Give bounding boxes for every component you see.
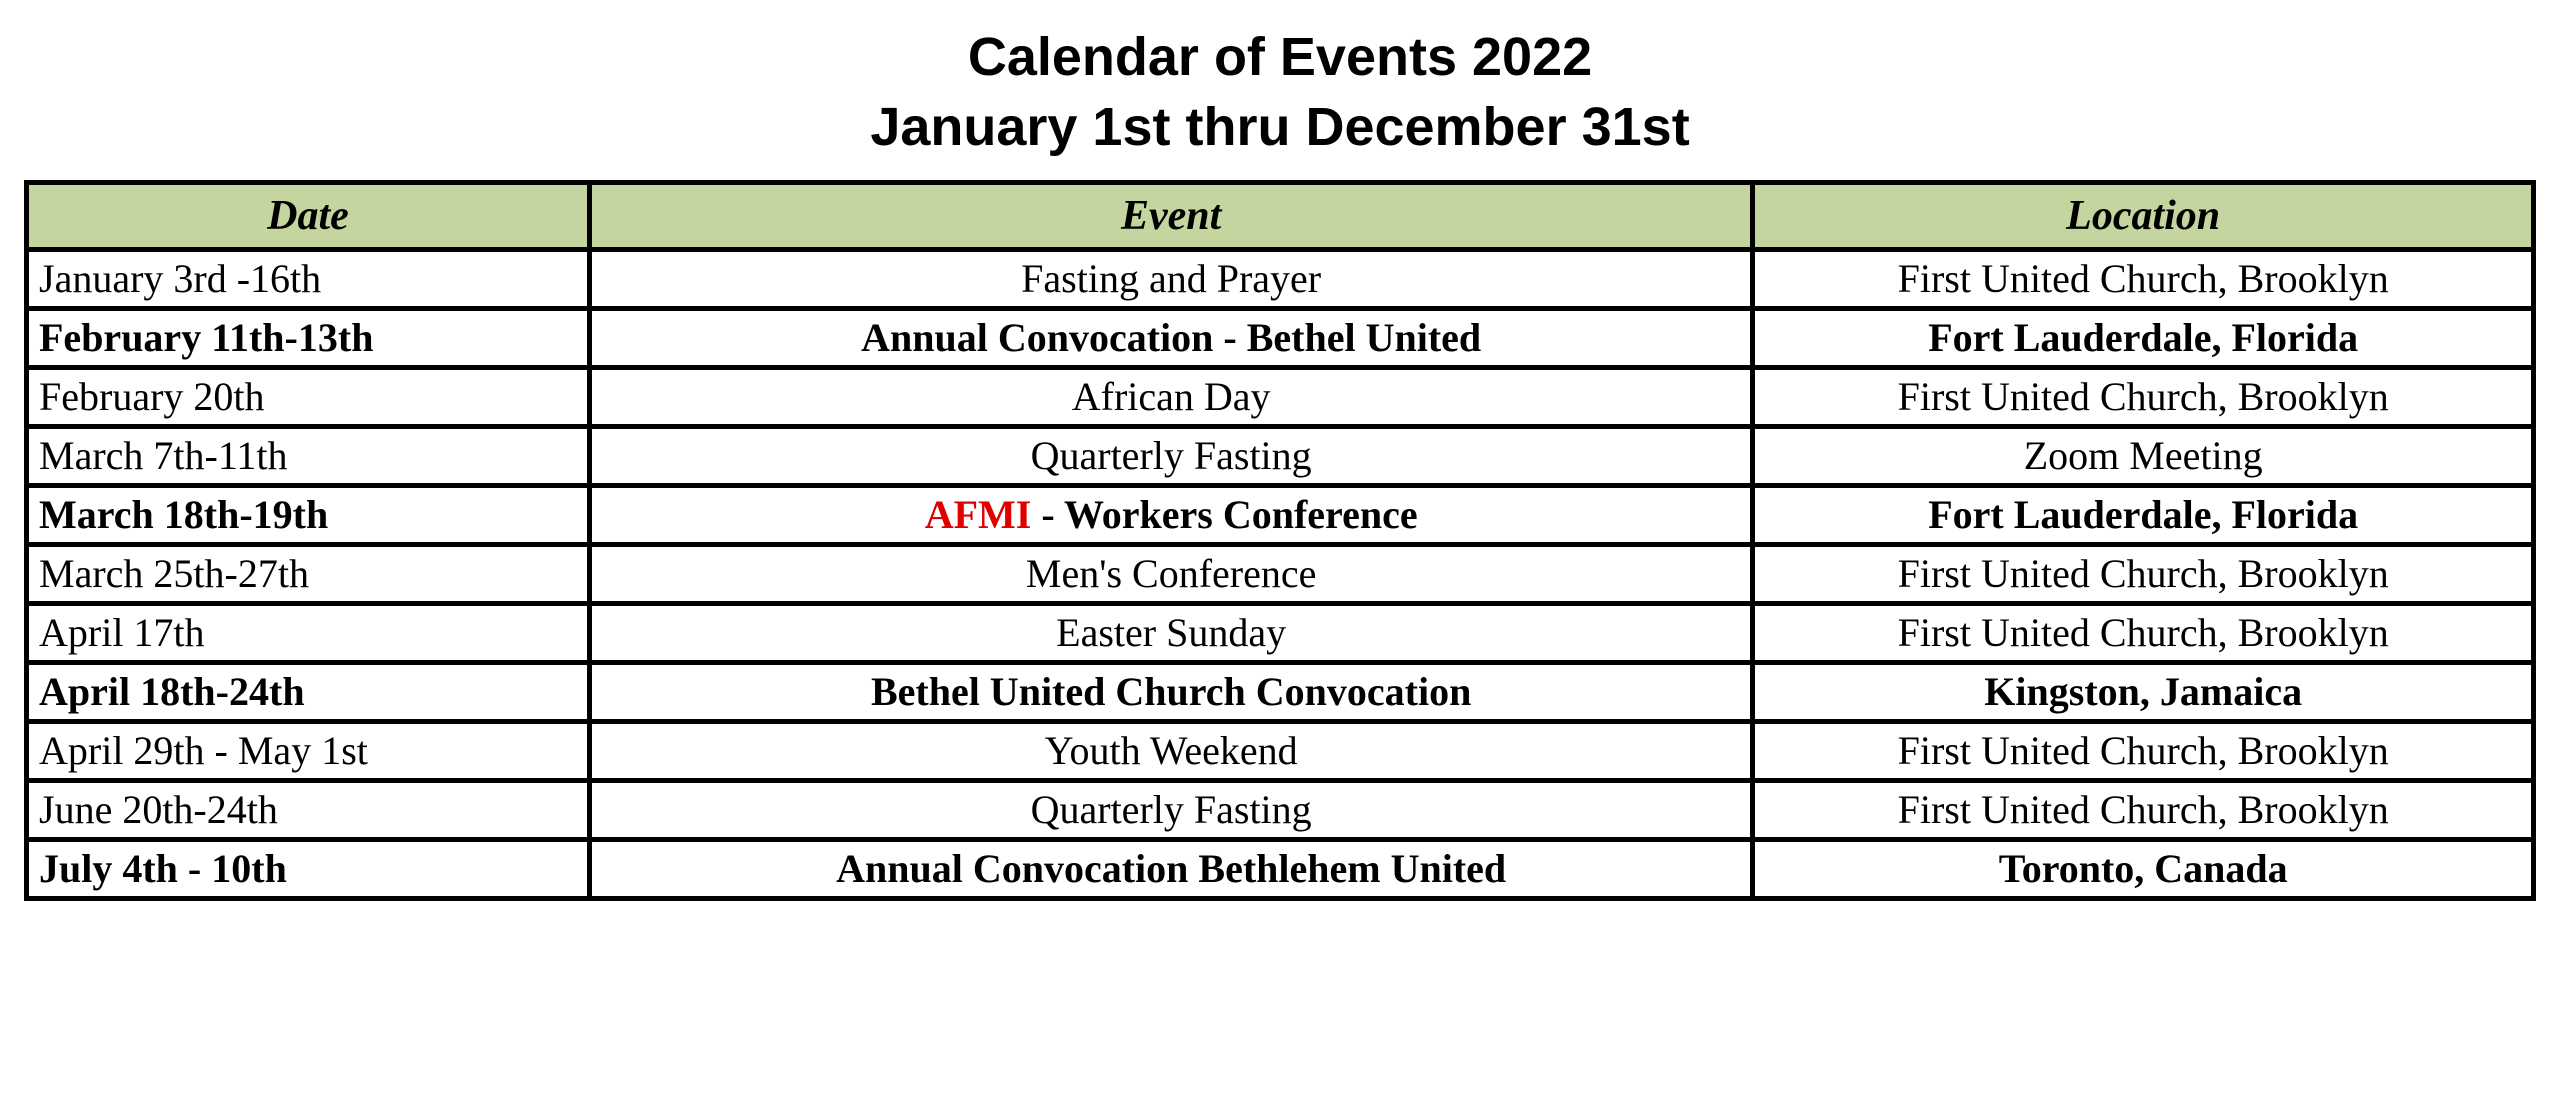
cell-date: June 20th-24th: [29, 783, 592, 842]
cell-location: Kingston, Jamaica: [1755, 665, 2531, 724]
cell-event: Annual Convocation Bethlehem United: [592, 842, 1755, 901]
table-row: [29, 547, 2531, 606]
cell-event: Easter Sunday: [592, 606, 1755, 665]
cell-event: [592, 488, 1755, 547]
cell-event: Quarterly Fasting: [592, 783, 1755, 842]
column-header-location: Location: [1755, 185, 2531, 252]
cell-event: Men's Conference: [592, 547, 1755, 606]
table-row: [29, 606, 2531, 665]
cell-location: First United Church, Brooklyn: [1755, 370, 2531, 429]
cell-event: Quarterly Fasting: [592, 429, 1755, 488]
table-header: [29, 185, 2531, 252]
calendar-table: [29, 185, 2531, 901]
cell-location: First United Church, Brooklyn: [1755, 547, 2531, 606]
table-row: [29, 311, 2531, 370]
event-text: - Workers Conference: [1031, 492, 1418, 537]
table-row: [29, 783, 2531, 842]
table-row: [29, 370, 2531, 429]
cell-location: Fort Lauderdale, Florida: [1755, 311, 2531, 370]
document-title-block: [0, 0, 2560, 162]
page-title-line-2: January 1st thru December 31st: [870, 97, 1690, 157]
cell-date: July 4th - 10th: [29, 842, 592, 901]
column-header-date: Date: [29, 185, 592, 252]
cell-date: April 18th-24th: [29, 665, 592, 724]
table-row: [29, 488, 2531, 547]
table-row: [29, 724, 2531, 783]
cell-location: First United Church, Brooklyn: [1755, 724, 2531, 783]
cell-date: February 20th: [29, 370, 592, 429]
table-row: [29, 842, 2531, 901]
cell-location: Fort Lauderdale, Florida: [1755, 488, 2531, 547]
cell-date: March 7th-11th: [29, 429, 592, 488]
cell-date: April 17th: [29, 606, 592, 665]
cell-date: April 29th - May 1st: [29, 724, 592, 783]
cell-event: African Day: [592, 370, 1755, 429]
event-accent-text: AFMI: [924, 492, 1032, 537]
calendar-table-container: [24, 180, 2536, 901]
cell-location: Zoom Meeting: [1755, 429, 2531, 488]
cell-location: First United Church, Brooklyn: [1755, 252, 2531, 311]
cell-event: Youth Weekend: [592, 724, 1755, 783]
page-title-line-1: Calendar of Events 2022: [967, 27, 1593, 87]
cell-location: Toronto, Canada: [1755, 842, 2531, 901]
column-header-event: Event: [592, 185, 1755, 252]
cell-date: February 11th-13th: [29, 311, 592, 370]
cell-location: First United Church, Brooklyn: [1755, 783, 2531, 842]
cell-date: March 25th-27th: [29, 547, 592, 606]
table-row: [29, 252, 2531, 311]
cell-event: Annual Convocation - Bethel United: [592, 311, 1755, 370]
table-row: [29, 665, 2531, 724]
cell-event: Fasting and Prayer: [592, 252, 1755, 311]
table-body: [29, 252, 2531, 901]
cell-date: March 18th-19th: [29, 488, 592, 547]
cell-event: Bethel United Church Convocation: [592, 665, 1755, 724]
table-header-row: [29, 185, 2531, 252]
cell-date: January 3rd -16th: [29, 252, 592, 311]
cell-location: First United Church, Brooklyn: [1755, 606, 2531, 665]
table-row: [29, 429, 2531, 488]
